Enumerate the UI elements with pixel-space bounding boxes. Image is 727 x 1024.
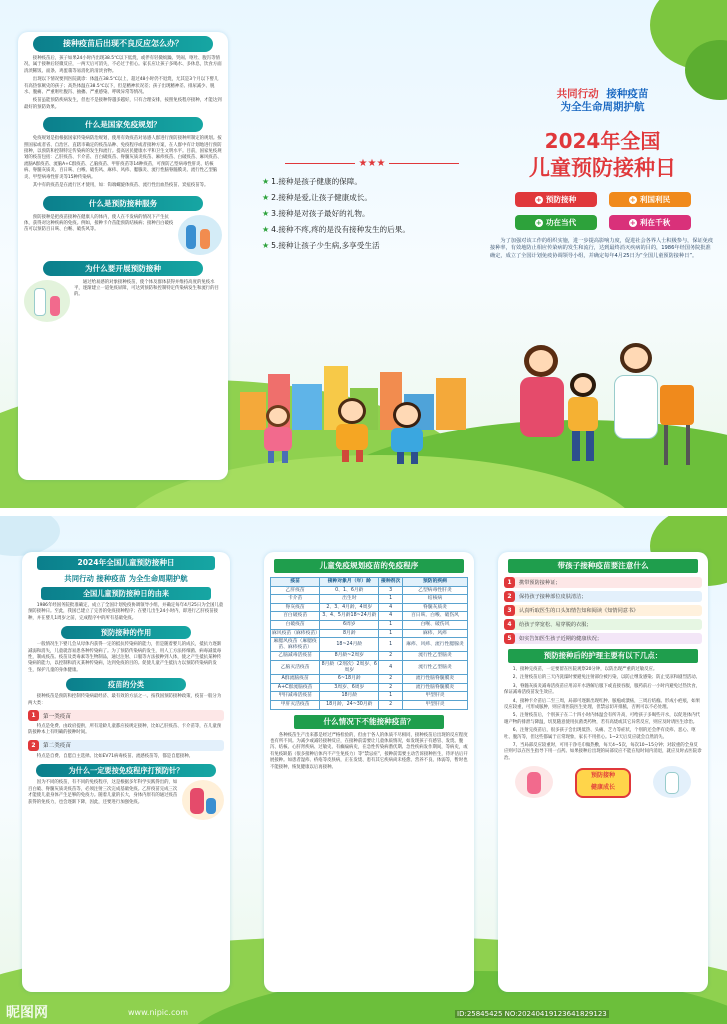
section-title: 预防接种后的护理主要有以下几点： (508, 649, 698, 663)
panel-vaccine-reactions (18, 32, 228, 480)
section-title: 全国儿童预防接种日的由来 (41, 587, 211, 600)
table-cell: 乙肝疫苗 (271, 586, 320, 595)
badge-grid (515, 192, 691, 230)
health-badge (575, 768, 631, 798)
star-icon: ★ (262, 193, 270, 202)
table-cell: 麻风疫苗（麻疹疫苗） (271, 629, 320, 638)
table-cell: 18月龄 (320, 692, 379, 701)
column-header: 接种对象月（年）龄 (320, 578, 379, 587)
table-cell: 0、1、6月龄 (320, 586, 379, 595)
watermark-id: ID:25845425 NO:20240419123641829123 (457, 1010, 607, 1018)
list-item (262, 241, 482, 251)
cover-slogan-line2: 为全生命周期护航 (560, 101, 645, 113)
table-cell: 乙脑灭活疫苗 (271, 660, 320, 674)
care-item: 7、当局部反应较重时，可用干净毛巾做热敷，每天4~5次，每次10~15分钟；对较重的全身反应则可以在医生指导下用一点药。如果接种后出现的局部反应不能在短时间内消退，就应及时去医院诊治。 (504, 743, 702, 761)
note-text: 如实告知医生孩子近期的健康状况； (519, 636, 603, 642)
note-number: 5 (504, 633, 515, 644)
star-icon: ★★★ (358, 158, 386, 169)
table-cell: 2 (379, 700, 403, 709)
table-cell: 出生时 (320, 595, 379, 604)
panel-vaccination-day (22, 552, 230, 992)
note-text: 认真听取医生的口头知情告知和阅读《知情同意书》 (519, 608, 639, 614)
table-cell: 结核病 (402, 595, 467, 604)
table-row (271, 675, 468, 684)
slogan-list (262, 158, 482, 257)
column-header: 预防的疾病 (402, 578, 467, 587)
slogan-part: 接种疫苗 (606, 88, 649, 100)
star-icon: ★ (262, 225, 270, 234)
list-item-text: 2.接种是爱,让孩子健康成长。 (271, 193, 372, 202)
vaccination-illustration (520, 335, 700, 485)
cover-intro: 为了加强对该工作的组织实施，进一步提高影响力度，促进社会各界人士积极参与，保证免疫接种率，有效地防止相应传染病的发生和流行，达到最终消灭疾病的目的，1986年经国务院批准确定，成立了全国计划免疫协调领导小组，并确定每年4月25日为“全国儿童预防接种日”。 (490, 238, 714, 259)
note-number: 1 (504, 577, 515, 588)
paragraph: 出现以下情况要到医院就诊：体温在38.5℃以上，超过48小时仍不退烧，尤其是3个月以下婴儿有高热惊厥史的孩子；高热体温在38.5℃以下，但是精神状况差；孩子出现精神差、排尿减少、脱水、腹痛、严重呕吐腹泻、抽搐、严重感染、呼吸异常等情况。 (24, 77, 219, 96)
note-text: 给孩子穿宽松、易穿脱的衣服； (519, 622, 592, 628)
schedule-table (270, 577, 468, 710)
building (436, 378, 466, 430)
note-number: 4 (504, 619, 515, 630)
kid-illustration (258, 405, 298, 465)
table-cell: 甲肝减毒活疫苗 (271, 692, 320, 701)
table-row (271, 700, 468, 709)
stars-divider (262, 158, 482, 169)
category-label: 第二类疫苗 (43, 743, 71, 750)
plus-icon: + (535, 218, 542, 227)
table-cell: 麻疹、风疹、流行性腮腺炎 (402, 638, 467, 652)
category-number: 2 (28, 740, 39, 751)
table-cell: 8月龄 (320, 629, 379, 638)
badge (515, 215, 597, 230)
table-row (271, 692, 468, 701)
table-cell: 脊灰疫苗 (271, 603, 320, 612)
list-item (262, 209, 482, 219)
table-cell: 2 (379, 652, 403, 661)
table-row (271, 629, 468, 638)
watermark-url: www.nipic.com (128, 1008, 189, 1017)
note-row (504, 619, 702, 630)
table-cell: 2 (379, 675, 403, 684)
badge-label: 利在千秋 (639, 218, 671, 227)
star-icon: ★ (262, 241, 270, 250)
star-icon: ★ (262, 177, 270, 186)
cover-title-line2: 儿童预防接种日 (529, 156, 676, 180)
table-cell: 4 (379, 612, 403, 621)
care-item: 4、接种卡介苗后二至三周，局部可逐渐出现红肿、脓疱或溃疡，三周后结痂。形成小疤痕，如果反应较重，可形成脓肿，则应请医院医生处理，但禁忌切开排脓，否则可以不必处理。 (504, 698, 701, 711)
paragraph: 疫苗虽能预防疾病发生，但也不是接种得越多越好，只有合理安排，按照免疫程序接种，才能达到最好的预防效果。 (24, 98, 222, 110)
section-title: 预防接种的作用 (61, 626, 191, 639)
panel-precautions (498, 552, 708, 992)
table-cell: 甲型肝炎 (402, 700, 467, 709)
slogan-part: 共同行动 (556, 88, 599, 100)
table-cell: 18~24月龄 (320, 638, 379, 652)
plus-icon: + (535, 195, 542, 204)
paragraph: 通过给易感的对象接种疫苗，使个体及群体获得并维持高度的免疫水平，逐渐建立一道免疫屏障，可达到预防和控制特定传染病发生和流行的目的。 (74, 279, 219, 298)
slogan: 共同行动 接种疫苗 为全生命周期护航 (64, 574, 188, 583)
paragraph: 因为不同的疫苗，有不同的免疫程序，这是根据多年科学实践得出的，如百白破、脊髓灰质炎疫苗等，必须注射三次完成基础免疫。乙肝疫苗完成三次才能使儿童身体产生足够的免疫力。随着儿童的长大，身体内原有的通过疫苗获得的免疫力，也会逐渐下降，因此，还要进行加强免疫。 (28, 780, 178, 805)
note-row (504, 605, 702, 616)
paragraph: 1986年经国务院批准确定，成立了全国计划免疫协调领导小组，并确定每年4月25日为全国儿童预防接种日。至此，我国已建立了完善的免疫接种程序；在婴儿出生24小时内，即进行乙肝疫苗接种，并在婴儿1周岁之前，完成程序中的所有基础免疫。 (28, 603, 224, 621)
care-item: 5、注射疫苗后，个别孩子在二十四小时内体温会有所升高，可给孩子多喝些开水，以促进体内代谢产物的排泄与降温，切莫随意使用抗菌类药物，若有高烧或其它异常反应，则应及时请医生诊治。 (504, 713, 701, 725)
table-cell: 百日咳、白喉、破伤风 (402, 612, 467, 621)
watermark-logo: 昵图网 (6, 1005, 48, 1021)
table-cell: 麻疹、风疹 (402, 629, 467, 638)
table-cell: 脊髓灰质炎 (402, 603, 467, 612)
note-number: 3 (504, 605, 515, 616)
badge (609, 192, 691, 207)
care-item: 2、注射疫苗后的三天内洗澡时要避免注射部位被污染，以防止继发感染；防止受凉和剧烈活动。 (512, 675, 701, 681)
paragraph: 免疫规划是指根据国家传染病防治规划，使用有效疫苗对易感人群进行预防接种所制定的规划。按照国家或者省、自治区、直辖市确定的疫苗品种、免疫程序或者接种方案，在人群中有计划地进行预防接种，以预防和控制特定传染病的发生和流行。提高居民健康水平和卫生文明水平。目前，国家免疫规划的疫苗包括：乙肝疫苗、卡介苗、百白破疫苗、脊髓灰质炎疫苗、麻疹疫苗、白破疫苗、麻风疫苗、流脑A群疫苗、流脑A+C群疫苗、乙脑疫苗、甲肝疫苗等14种疫苗，可预防乙型病毒性肝炎、结核病、脊髓灰质炎、百日咳、白喉、破伤风、麻疹、风疹、腮腺炎、流行性脑脊髓膜炎、流行性乙型脑炎、甲型病毒性肝炎等15种传染病。 (24, 136, 222, 180)
front-sheet (0, 0, 727, 508)
table-cell: 白破疫苗 (271, 620, 320, 629)
paragraph: 预防接种是把疫苗接种在健康人的体内，使人在不发病的情况下产生抗体，获得对这种疾病的免疫。例如，接种卡介苗能预防结核病；接种百白破疫苗可以预防百日咳、白喉、破伤风等。 (24, 214, 174, 233)
table-cell: 8月龄~2周岁 (320, 652, 379, 661)
table-cell: 2 (379, 683, 403, 692)
list-item (262, 225, 482, 235)
table-row (271, 683, 468, 692)
note-row (504, 591, 702, 602)
table-cell: 流行性脑脊髓膜炎 (402, 675, 467, 684)
table-cell: 8月龄（2剂次）2周岁、6周岁 (320, 660, 379, 674)
care-item: 3、脊髓灰质炎减毒活疫苗应用凉开水溶解后服下或直接吞服，服药前后一小时内避免过热饮食，保证减毒活疫苗发生效应。 (504, 683, 701, 696)
table-cell: 1 (379, 595, 403, 604)
table-cell: 6周岁 (320, 620, 379, 629)
table-cell: 1 (379, 629, 403, 638)
table-row (271, 638, 468, 652)
category-row (28, 710, 224, 721)
cover-title-line1: 2024年全国 (544, 129, 661, 153)
table-cell: 甲肝灭活疫苗 (271, 700, 320, 709)
table-row (271, 652, 468, 661)
cover (490, 88, 715, 260)
table-cell: 麻腮风疫苗（麻腮疫苗、麻疹疫苗） (271, 638, 320, 652)
table-cell: A+C群流脑疫苗 (271, 683, 320, 692)
section-title: 为什么一定要按免疫程序打预防针？ (36, 764, 216, 777)
list-item-text: 4.接种不疼,疼的是没有接种发生的后果。 (271, 225, 410, 234)
sheet-divider (0, 508, 727, 516)
cloud (0, 516, 60, 556)
badge (515, 192, 597, 207)
table-cell: 1 (379, 692, 403, 701)
badge-line: 健康成长 (590, 784, 615, 792)
table-cell: 6~18月龄 (320, 675, 379, 684)
list-item-text: 5.接种让孩子少生病,多享受生活 (271, 241, 380, 250)
table-cell: 甲型肝炎 (402, 692, 467, 701)
table-row (271, 586, 468, 595)
note-text: 保持孩子接种部位皮肤清洁； (519, 594, 587, 600)
table-row (271, 595, 468, 604)
plus-icon: + (629, 195, 636, 204)
table-cell: 4 (379, 660, 403, 674)
star-icon: ★ (262, 209, 270, 218)
table-row (271, 660, 468, 674)
table-cell: 流行性脑脊髓膜炎 (402, 683, 467, 692)
note-number: 2 (504, 591, 515, 602)
table-cell: 3周岁、6周岁 (320, 683, 379, 692)
table-row (271, 612, 468, 621)
cover-slogan (490, 88, 715, 101)
mother-child-illustration (182, 780, 224, 820)
list-item-text: 1.接种是孩子健康的保障。 (271, 177, 362, 186)
back-sheet (0, 516, 727, 1024)
table-cell: 2、3、4月龄，4周岁 (320, 603, 379, 612)
plus-icon: + (629, 218, 636, 227)
paragraph: 特点是免费、由政府提供，所有适龄儿童都应按规定接种，比如乙肝疫苗、卡介苗等，在儿童预防接种本上有明确的接种时间。 (28, 724, 222, 736)
column-header: 疫苗 (271, 578, 320, 587)
section-title: 接种疫苗后出现不良反应怎么办？ (33, 36, 213, 52)
category-label: 第一类疫苗 (43, 713, 71, 720)
paragraph: 一般情况生下婴儿会从母体内获得一定的抵抗传染病的能力，但是随着婴儿的成长，抵抗力逐渐减弱和消失，儿童就容易患各种传染病了。为了预防传染病的发生，用人工方法将细菌、病毒减低毒性，制成疫苗。疫苗及类毒素等生物制品，通过注射、口服等方法接种到人体，使之产生抵抗某种传染病的能力，以控制和消灭某种传染病，达到免疫的目的。促使儿童产生抵抗力以预防传染病的发生，保护儿童的身体健康。 (28, 642, 222, 673)
section-title: 儿童免疫规划疫苗的免疫程序 (274, 559, 464, 573)
paragraph: 接种疫苗后，孩子如果24小时内出现38.5℃以下低烧，或伴有轻微烦躁、哭闹、呕吐、腹泻等情况，属于接种后轻微反应，一两天后可消失，不必过于担心。家长应让孩子多喝水、多休息，饮食方面清淡稀饭、面条、鸡蛋羹等易消化的清淡食物。 (24, 56, 222, 74)
table-row (271, 620, 468, 629)
kid-illustration (385, 402, 429, 466)
section-title: 什么情况下不能接种疫苗？ (294, 715, 444, 729)
section-title: 什么是预防接种服务 (43, 196, 203, 211)
kid-illustration (330, 398, 374, 464)
section-title: 什么是国家免疫规划？ (43, 117, 203, 132)
table-row (271, 603, 468, 612)
table-cell: 乙脑减毒活疫苗 (271, 652, 320, 661)
paragraph: 其中有的疫苗是在流行区才使用，如：钩端螺旋体疫苗、流行性出血热疫苗、炭疽疫苗等。 (32, 183, 209, 189)
paragraph: 接种疫苗是预防和控制传染病最经济、最有效的方法之一。按我国预防接种政策，疫苗一般分为两大类： (28, 694, 222, 706)
badge-label: 功在当代 (545, 218, 577, 227)
category-number: 1 (28, 710, 39, 721)
category-row (28, 740, 224, 751)
list-item (262, 193, 482, 203)
table-cell: 流行性乙型脑炎 (402, 652, 467, 661)
note-text: 携带预防接种证； (519, 580, 561, 586)
table-cell: 1 (379, 620, 403, 629)
table-cell: 18月龄，24~30月龄 (320, 700, 379, 709)
note-row (504, 577, 702, 588)
care-item: 6、注射完疫苗后，很多孩子会出现低热、头痛、乏力等症状，个别的还会伴有皮疹、恶心、呕吐、腹泻等，但这些都属于正常现象，家长不用担心。1~2天后反应就会自然消失。 (504, 728, 696, 740)
badge-label: 利国利民 (639, 195, 671, 204)
why-row (24, 280, 222, 322)
badge-label: 预防接种 (545, 195, 577, 204)
schedule-row (28, 780, 224, 820)
table-cell: 百白破疫苗 (271, 612, 320, 621)
table-header-row (271, 578, 468, 587)
care-list (504, 667, 702, 762)
note-row (504, 633, 702, 644)
column-header: 接种剂次 (379, 578, 403, 587)
footer-illustration (504, 766, 702, 798)
table-cell: A群流脑疫苗 (271, 675, 320, 684)
family-illustration (178, 215, 222, 255)
table-cell: 卡介苗 (271, 595, 320, 604)
section-title: 疫苗的分类 (66, 678, 186, 691)
service-row (24, 215, 222, 255)
kid-illustration (515, 766, 553, 798)
care-item: 1、接种完疫苗，一定要留在医院观察20分钟，以防出现严重的过敏反应。 (512, 667, 658, 672)
section-title: 为什么要开展预防接种 (43, 261, 203, 276)
badge-line: 预防接种 (590, 772, 615, 780)
table-cell: 乙型病毒性肝炎 (402, 586, 467, 595)
table-cell: 3 (379, 586, 403, 595)
table-cell: 流行性乙型脑炎 (402, 660, 467, 674)
badge (609, 215, 691, 230)
section-title: 带孩子接种疫苗要注意什么 (508, 559, 698, 573)
list-item (262, 177, 482, 187)
table-cell: 4 (379, 603, 403, 612)
panel-immunization-schedule (264, 552, 474, 992)
paragraph: 各种疫苗生产出来都是经过严格检验的，但由于各人的体质不尽相同，接种疫苗后出现的反应程度也有所不同。为减少或减轻接种反应，在接种前需要让儿童体质情况，如发现孩子有感冒、发烧、腹泻、结核、心肝肾疾病、过敏史、有癫痫病史，在急性传染病潜伏期、急性疾病发作期间，等病史，或有免疫缺陷（很多接种后体内不产生免疫力）等“禁忌症”，接种前需要主动告诉接种医生，待评估后开展接种。如患者湿疹、疥疮等皮肤病，正在发烧、患有其它疾病尚未痊愈、营养不良、体弱等，暂时也不能接种，恢复健康以后再接种。 (270, 732, 468, 770)
doctor-illustration (653, 766, 691, 798)
paragraph: 特点是自费、自愿自主选择。比如EV71病毒疫苗、流感疫苗等，都是自愿接种。 (36, 753, 194, 759)
doctor-illustration (24, 280, 70, 322)
list-item-text: 3.接种是对孩子最好的礼物。 (271, 209, 370, 218)
header-bar: 2024年全国儿童预防接种日 (37, 556, 215, 570)
table-cell: 1 (379, 638, 403, 652)
table-cell: 白喉、破伤风 (402, 620, 467, 629)
table-cell: 3、4、5月龄18~24月龄 (320, 612, 379, 621)
